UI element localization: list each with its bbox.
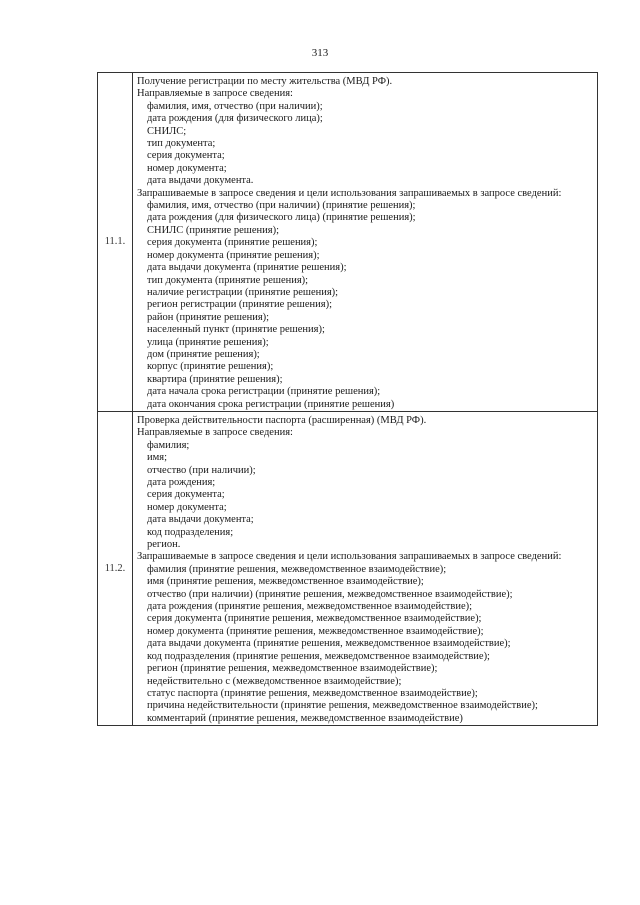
paragraph-line: Направляемые в запросе сведения:: [137, 427, 293, 439]
list-item: серия документа (принятие решения);: [147, 237, 318, 249]
list-item: серия документа;: [147, 150, 225, 162]
list-item: номер документа;: [147, 162, 227, 174]
list-item: фамилия, имя, отчество (при наличии) (принятие решения);: [147, 200, 416, 212]
list-item: дата выдачи документа.: [147, 175, 254, 187]
list-item: фамилия;: [147, 439, 190, 451]
list-item: серия документа (принятие решения, межведомственное взаимодействие);: [147, 613, 482, 625]
list-item: номер документа (принятие решения, межведомственное взаимодействие);: [147, 625, 484, 637]
list-item: тип документа;: [147, 138, 216, 150]
list-item: регион регистрации (принятие решения);: [147, 299, 333, 311]
row-content: [133, 411, 598, 725]
list-item: дата начала срока регистрации (принятие решения);: [147, 386, 381, 398]
list-item: дата выдачи документа (принятие решения, межведомственное взаимодействие);: [147, 638, 511, 650]
list-item: статус паспорта (принятие решения, межведомственное взаимодействие);: [147, 687, 478, 699]
list-item: район (принятие решения);: [147, 311, 270, 323]
list-item: фамилия (принятие решения, межведомственное взаимодействие);: [147, 563, 447, 575]
list-item: имя (принятие решения, межведомственное взаимодействие);: [147, 576, 424, 588]
table-row: [98, 73, 598, 412]
list-item: серия документа;: [147, 489, 225, 501]
list-item: номер документа (принятие решения);: [147, 249, 320, 261]
table-row: [98, 411, 598, 725]
list-item: корпус (принятие решения);: [147, 361, 274, 373]
list-item: дата рождения (для физического лица);: [147, 113, 323, 125]
list-item: СНИЛС (принятие решения);: [147, 224, 279, 236]
document-table: [97, 72, 598, 726]
list-item: регион (принятие решения, межведомственное взаимодействие);: [147, 663, 438, 675]
list-item: квартира (принятие решения);: [147, 373, 283, 385]
list-item: код подразделения;: [147, 526, 234, 538]
list-item: код подразделения (принятие решения, межведомственное взаимодействие);: [147, 650, 490, 662]
list-item: тип документа (принятие решения);: [147, 274, 309, 286]
list-item: комментарий (принятие решения, межведомственное взаимодействие): [147, 712, 463, 724]
paragraph-line: Направляемые в запросе сведения:: [137, 88, 293, 100]
list-item: регион.: [147, 539, 181, 551]
document-table-body: [98, 73, 598, 726]
list-item: дата рождения (принятие решения, межведомственное взаимодействие);: [147, 601, 473, 613]
list-item: населенный пункт (принятие решения);: [147, 324, 325, 336]
list-item: номер документа;: [147, 501, 227, 513]
list-item: наличие регистрации (принятие решения);: [147, 286, 339, 298]
row-content: [133, 73, 598, 412]
paragraph-line: Запрашиваемые в запросе сведения и цели использования запрашиваемых в запросе сведений:: [137, 551, 562, 563]
row-number: 11.2.: [98, 411, 133, 725]
page-number: 313: [311, 47, 329, 59]
paragraph-line: Запрашиваемые в запросе сведения и цели использования запрашиваемых в запросе сведений:: [137, 187, 562, 199]
list-item: имя;: [147, 452, 168, 464]
list-item: фамилия, имя, отчество (при наличии);: [147, 100, 323, 112]
paragraph-line: Получение регистрации по месту жительства (МВД РФ).: [137, 76, 393, 87]
list-item: отчество (при наличии) (принятие решения, межведомственное взаимодействие);: [147, 588, 513, 600]
list-item: дата выдачи документа;: [147, 514, 254, 526]
list-item: дата рождения (для физического лица) (принятие решения);: [147, 212, 416, 224]
list-item: отчество (при наличии);: [147, 464, 256, 476]
list-item: улица (принятие решения);: [147, 336, 269, 348]
list-item: дата окончания срока регистрации (принятие решения): [147, 398, 395, 410]
list-item: дата рождения;: [147, 477, 216, 488]
list-item: причина недействительности (принятие решения, межведомственное взаимодействие);: [147, 700, 538, 712]
list-item: недействительно с (межведомственное взаимодействие);: [147, 675, 402, 687]
list-item: дата выдачи документа (принятие решения);: [147, 262, 347, 274]
paragraph-line: Проверка действительности паспорта (расширенная) (МВД РФ).: [137, 414, 427, 426]
list-item: СНИЛС;: [147, 125, 187, 137]
row-number: 11.1.: [98, 73, 133, 412]
list-item: дом (принятие решения);: [147, 348, 260, 360]
